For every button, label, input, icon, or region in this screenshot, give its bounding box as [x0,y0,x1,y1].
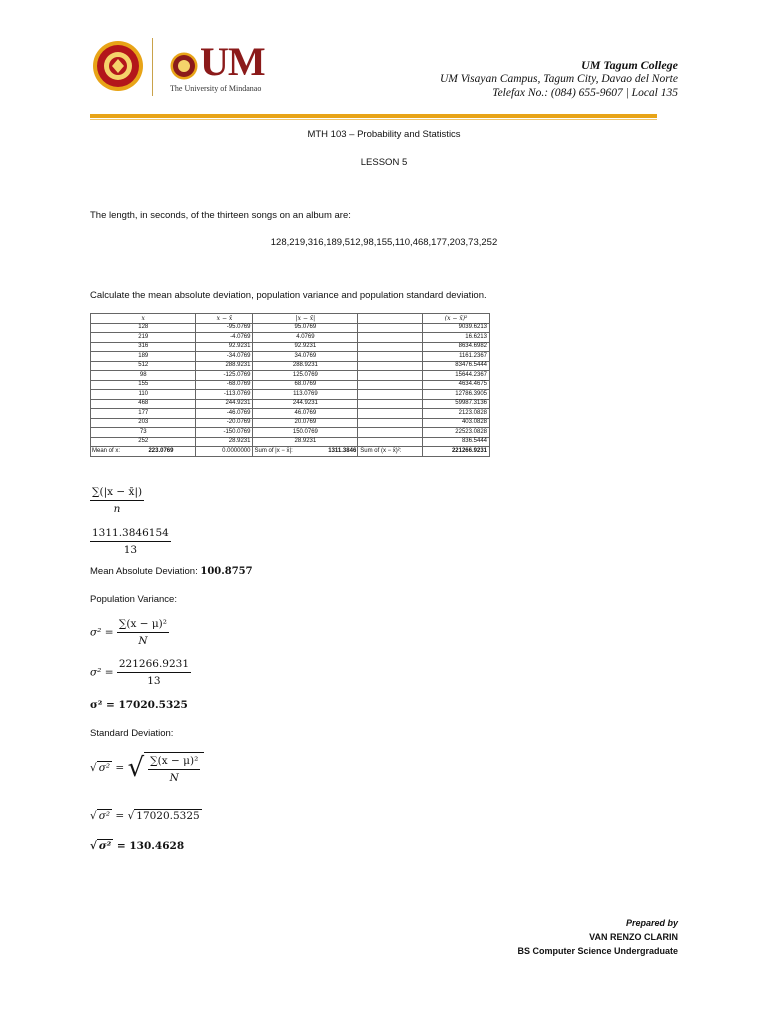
table-row [91,428,490,438]
cell-squared-deviation: 4634.4675 [423,380,490,390]
cell-abs-deviation: 92.9231 [253,342,358,352]
cell-x: 252 [91,437,196,447]
cell-deviation: -113.0769 [196,390,253,400]
cell-abs-deviation: 95.0769 [253,323,358,333]
cell-abs-deviation: 4.0769 [253,333,358,343]
college-seal-logo [92,40,144,92]
cell-abs-deviation: 28.9231 [253,437,358,447]
lesson-title: LESSON 5 [360,157,408,168]
cell-deviation: 92.9231 [196,342,253,352]
um-logo-text: UM [200,39,265,84]
course-title: MTH 103 – Probability and Statistics [307,129,461,140]
cell-abs-deviation: 113.0769 [253,390,358,400]
table-row [91,380,490,390]
mad-result-value: 100.8757 [200,566,253,577]
cell-blank [358,390,423,400]
um-seal-logo [170,52,198,80]
cell-deviation: 244.9231 [196,399,253,409]
stdev-result-value: 130.4628 [129,840,185,852]
cell-blank [358,323,423,333]
header-deviation: x − x̄ [196,314,253,324]
cell-blank [358,409,423,419]
table-row [91,352,490,362]
header-blank [358,314,423,324]
cell-abs-deviation: 150.0769 [253,428,358,438]
header-accent-bar [90,114,657,118]
table-row [91,399,490,409]
table-row [91,323,490,333]
cell-x: 73 [91,428,196,438]
mad-formula-denominator: n [113,503,121,515]
cell-x: 203 [91,418,196,428]
cell-abs-deviation: 68.0769 [253,380,358,390]
mad-sub-denominator: 13 [123,544,138,556]
header-accent-bar-thin [90,119,657,120]
prepared-by-block [517,916,678,958]
stdev-label: Standard Deviation: [90,728,174,739]
variance-substitution [90,658,191,687]
total-cell-abs-sum [253,447,358,457]
variance-formula [90,618,169,647]
cell-x: 155 [91,380,196,390]
cell-abs-deviation: 244.9231 [253,399,358,409]
abs-sum-value: 1311.3846 [328,447,357,454]
mad-result-label: Mean Absolute Deviation: [90,566,198,577]
telefax: Telefax No.: (084) 655-9607 | Local 135 [492,87,678,99]
total-cell-mean [91,447,196,457]
cell-abs-deviation: 20.0769 [253,418,358,428]
stdev-sub-lhs-radicand: σ² [98,810,111,822]
cell-blank [358,361,423,371]
cell-x: 468 [91,399,196,409]
prepared-by-label: Prepared by [625,918,678,928]
cell-deviation: -150.0769 [196,428,253,438]
table-row [91,371,490,381]
computation-table [90,313,490,457]
mad-result [90,566,253,577]
cell-squared-deviation: 2123.0828 [423,409,490,419]
data-values: 128,219,316,189,512,98,155,110,468,177,203,73,252 [270,237,498,248]
cell-abs-deviation: 125.0769 [253,371,358,381]
cell-blank [358,418,423,428]
cell-squared-deviation: 1161.2367 [423,352,490,362]
cell-squared-deviation: 22523.0828 [423,428,490,438]
cell-deviation: -125.0769 [196,371,253,381]
variance-result: σ² = 17020.5325 [90,699,188,711]
cell-blank [358,371,423,381]
cell-deviation: -46.0769 [196,409,253,419]
stdev-formula: √ σ² = √ $\frac{\text{∑(x − μ)²}}{N}$ [90,752,204,784]
cell-squared-deviation: 16.6213 [423,333,490,343]
cell-squared-deviation: 836.5444 [423,437,490,447]
stdev-formula-denominator: N [169,772,179,784]
header-x: x [91,314,196,324]
sq-sum-label: Sum of (x − x̄)²: [358,447,423,457]
cell-deviation: -95.0769 [196,323,253,333]
cell-x: 316 [91,342,196,352]
variance-formula-denominator: N [138,635,148,647]
campus-address: UM Visayan Campus, Tagum City, Davao del Norte [440,73,678,85]
cell-x: 177 [91,409,196,419]
cell-blank [358,437,423,447]
cell-blank [358,428,423,438]
stdev-formula-numerator: ∑(x − μ)² [148,755,200,770]
cell-squared-deviation: 9039.6213 [423,323,490,333]
cell-deviation: 28.9231 [196,437,253,447]
stdev-result-radicand: σ² [98,840,112,852]
mad-formula-numerator: ∑(|x − x̄|) [90,486,144,501]
header-divider [152,38,153,96]
cell-deviation: -20.0769 [196,418,253,428]
table-row [91,418,490,428]
cell-blank [358,399,423,409]
variance-formula-numerator: ∑(x − μ)² [117,618,169,633]
cell-blank [358,342,423,352]
cell-blank [358,380,423,390]
table-row [91,361,490,371]
cell-x: 98 [91,371,196,381]
mad-sub-numerator: 1311.3846154 [90,527,171,542]
cell-deviation: -4.0769 [196,333,253,343]
table-total-row [91,447,490,457]
table-row [91,342,490,352]
variance-sub-lhs: σ² = [90,666,114,679]
cell-x: 110 [91,390,196,400]
cell-blank [358,352,423,362]
variance-lhs: σ² = [90,626,114,639]
author-program: BS Computer Science Undergraduate [517,946,678,956]
cell-squared-deviation: 15644.2367 [423,371,490,381]
cell-squared-deviation: 59987.3136 [423,399,490,409]
um-subtitle: The University of Mindanao [170,84,262,93]
cell-deviation: -68.0769 [196,380,253,390]
college-name: UM Tagum College [581,58,678,72]
cell-squared-deviation: 403.0828 [423,418,490,428]
cell-squared-deviation: 83476.5444 [423,361,490,371]
stdev-lhs-radicand: σ² [98,762,111,774]
variance-sub-numerator: 221266.9231 [117,658,191,673]
stdev-sub-value: 17020.5325 [136,810,200,822]
mad-substitution [90,527,171,556]
header-abs-deviation: |x − x̄| [253,314,358,324]
table-row [91,437,490,447]
table-row [91,333,490,343]
cell-deviation: -34.0769 [196,352,253,362]
author-name: VAN RENZO CLARIN [589,932,678,942]
stdev-result: √ σ² = 130.4628 [90,840,185,852]
variance-sub-denominator: 13 [147,675,161,687]
variance-label: Population Variance: [90,594,177,605]
cell-abs-deviation: 46.0769 [253,409,358,419]
task-statement: Calculate the mean absolute deviation, population variance and population standard deviation. [90,290,487,301]
table-row [91,409,490,419]
cell-abs-deviation: 34.0769 [253,352,358,362]
deviation-sum: 0.0000000 [196,447,253,457]
abs-sum-label: Sum of |x − x̄|: [254,447,293,454]
problem-statement: The length, in seconds, of the thirteen songs on an album are: [90,210,351,221]
cell-blank [358,333,423,343]
table-header-row [91,314,490,324]
cell-abs-deviation: 288.9231 [253,361,358,371]
mean-label: Mean of x: [92,447,121,454]
mean-value: 223.0769 [148,447,174,454]
cell-deviation: 288.9231 [196,361,253,371]
cell-x: 189 [91,352,196,362]
mad-formula [90,486,144,515]
college-address-block [440,58,678,100]
cell-squared-deviation: 8634.6982 [423,342,490,352]
cell-squared-deviation: 12786.3905 [423,390,490,400]
cell-x: 219 [91,333,196,343]
stdev-substitution: √ σ² = √ 17020.5325 [90,810,200,822]
cell-x: 512 [91,361,196,371]
table-row [91,390,490,400]
header-squared-deviation: (x − x̄)² [423,314,490,324]
sq-sum-value: 221266.9231 [423,447,490,457]
cell-x: 128 [91,323,196,333]
